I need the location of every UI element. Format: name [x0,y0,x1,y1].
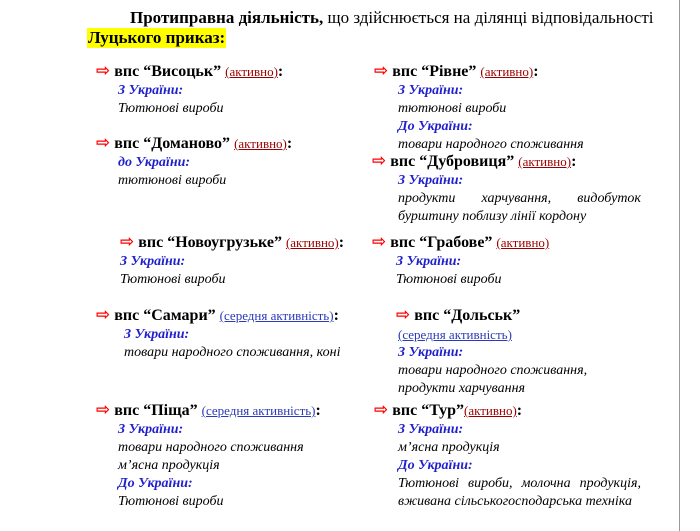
post-rivne [374,61,584,154]
post-name: впс “Дубровиця” [390,153,515,170]
goods-text: продукти харчування [398,381,526,396]
goods-word: молочна [521,476,571,491]
post-domanovo [96,133,292,190]
title-rest: що здійснюється на ділянці відповідальності [323,8,654,27]
post-novougruzke [120,232,344,289]
post-samary [96,305,340,362]
direction-label: З України: [398,173,464,188]
colon: : [286,135,293,152]
arrow-icon: ⇨ [96,305,111,325]
post-heading [374,400,641,421]
status-link[interactable]: (активно) [225,64,278,79]
arrow-icon: ⇨ [96,133,111,153]
goods-text: Тютюнові вироби [396,272,502,287]
goods-word: Тютюнові [398,476,460,491]
post-dubrovytsia [372,151,641,226]
status-link[interactable]: (активно) [463,403,517,418]
page-subtitle: Луцького приказ: [88,28,226,47]
post-name: впс “Дольськ” [414,307,521,324]
direction-label: З України: [398,345,464,360]
arrow-icon: ⇨ [372,232,387,252]
post-heading [120,232,344,253]
goods-word: продукти [398,191,456,206]
goods-word: видобуток [577,191,641,206]
arrow-icon: ⇨ [96,400,111,420]
post-heading [374,61,584,82]
goods-text [398,475,641,493]
post-heading [372,151,641,172]
colon: : [333,307,339,324]
post-heading [396,305,587,326]
post-heading [372,232,549,253]
goods-text: товари народного споживання, коні [124,345,341,360]
direction-label: З України: [118,83,184,98]
goods-text: товари народного споживання [398,137,584,152]
direction-label: До України: [118,476,193,491]
colon: : [571,153,577,170]
goods-text: товари народного споживання, [398,363,588,378]
status-link[interactable]: (активно) [518,154,572,169]
arrow-icon: ⇨ [374,400,389,420]
status-link[interactable]: (середня активність) [201,403,316,418]
goods-text: тютюнові вироби [118,173,227,188]
direction-label: З України: [118,422,184,437]
post-heading [96,133,292,154]
colon: : [516,402,523,419]
goods-text [398,190,641,208]
post-name: впс “Новоугрузьке” [138,234,282,251]
colon: : [533,63,539,80]
direction-label: До України: [398,119,473,134]
arrow-icon: ⇨ [96,61,111,81]
goods-text: Тютюнові вироби [118,494,224,509]
goods-text: Тютюнові вироби [118,101,224,116]
goods-word: харчування, [481,191,552,206]
direction-label: З України: [398,422,464,437]
goods-text: м’ясна продукція [398,440,500,455]
post-name: впс “Рівне” [392,63,477,80]
goods-word: продукція, [579,476,641,491]
post-tur [374,400,641,511]
post-heading [96,400,321,421]
status-link[interactable]: (активно) [234,136,287,151]
status-link[interactable]: (середня активність) [219,308,334,323]
direction-label: до України: [118,155,191,170]
post-heading [96,305,340,326]
arrow-icon: ⇨ [372,151,387,171]
post-grabove [372,232,549,289]
post-name: впс “Самари” [114,307,216,324]
page-edge [679,0,680,531]
goods-text: вживана сільськогосподарська техніка [398,494,632,509]
colon: : [338,234,345,251]
goods-text: бурштину поблизу лінії кордону [398,209,587,224]
arrow-icon: ⇨ [396,305,411,325]
direction-label: З України: [120,254,186,269]
status-link[interactable]: (середня активність) [398,327,512,342]
goods-text: товари народного споживання [118,440,304,455]
post-name: впс “Тур” [392,402,464,419]
status-link[interactable]: (активно) [285,235,339,250]
arrow-icon: ⇨ [374,61,389,81]
status-link[interactable]: (активно) [480,64,534,79]
post-dolsk [396,305,587,398]
post-name: впс “Висоцьк” [114,63,222,80]
post-name: впс “Доманово” [114,135,231,152]
status-link[interactable]: (активно) [496,235,550,250]
title-bold: Протиправна діяльність, [130,8,324,27]
direction-label: З України: [124,327,190,342]
direction-label: До України: [398,458,473,473]
goods-text: Тютюнові вироби [120,272,226,287]
post-heading [96,61,283,82]
goods-word: вироби, [468,476,513,491]
post-name: впс “Грабове” [390,234,493,251]
page-title [130,8,653,28]
arrow-icon: ⇨ [120,232,135,252]
colon: : [315,402,321,419]
direction-label: З України: [398,83,464,98]
post-vysotsk [96,61,283,118]
post-name: впс “Піща” [114,402,198,419]
post-pishcha [96,400,321,511]
direction-label: З України: [396,254,462,269]
goods-text: тютюнові вироби [398,101,507,116]
colon: : [277,63,284,80]
goods-text: м’ясна продукція [118,458,220,473]
